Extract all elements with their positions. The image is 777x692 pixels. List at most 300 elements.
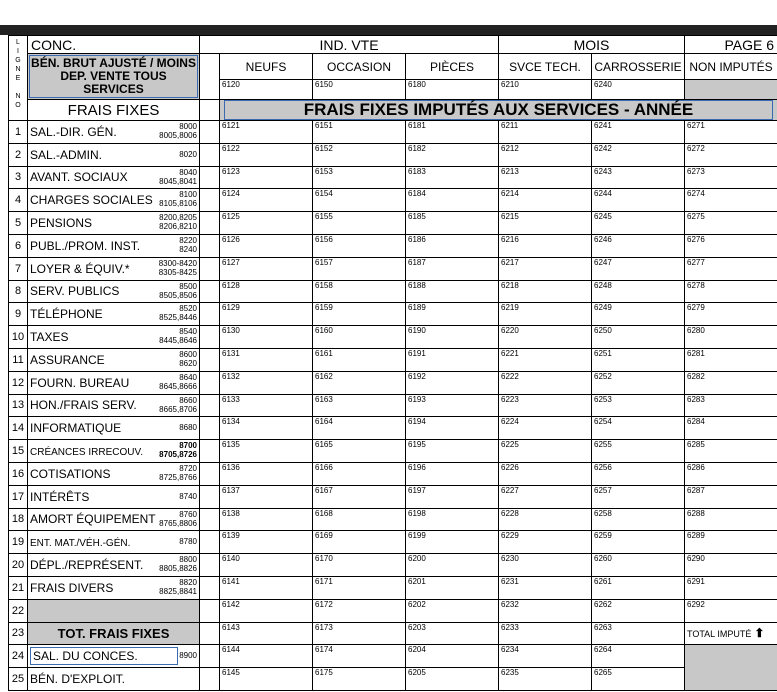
account-codes: 8220 8240	[179, 235, 197, 254]
spacer-cell	[200, 485, 220, 508]
account-codes: 8300-8420 8305-8425	[158, 258, 197, 277]
code-field[interactable]: 6161	[313, 348, 406, 371]
code-field[interactable]: 6163	[313, 394, 406, 417]
code-field[interactable]: 6129	[220, 303, 313, 326]
col-header-carrosserie: CARROSSERIE	[592, 54, 685, 80]
row-label	[28, 417, 200, 440]
code-field[interactable]: 6244	[592, 189, 685, 212]
row-label-text: PENSIONS	[30, 216, 93, 231]
code-field[interactable]: 6279	[685, 303, 777, 326]
code-field[interactable]: 6252	[592, 371, 685, 394]
row-number: 9	[9, 303, 28, 326]
row-label	[28, 143, 200, 166]
code-field[interactable]: 6224	[499, 417, 592, 440]
code-field[interactable]: 6174	[313, 645, 406, 668]
code-field[interactable]: 6203	[406, 622, 499, 645]
code-field[interactable]: 6139	[220, 531, 313, 554]
mois-label: MOIS	[499, 36, 685, 54]
row-label	[28, 668, 200, 691]
code-field[interactable]: 6191	[406, 348, 499, 371]
table-row	[9, 462, 777, 485]
code-field[interactable]: 6151	[313, 121, 406, 144]
code-field[interactable]: 6145	[220, 668, 313, 691]
spacer-cell	[200, 326, 220, 349]
ligne-no-letter: L	[16, 39, 20, 46]
code-field[interactable]: 6204	[406, 645, 499, 668]
spacer-cell	[200, 645, 220, 668]
code-field[interactable]: 6272	[685, 143, 777, 166]
code-field[interactable]: 6197	[406, 485, 499, 508]
code-field[interactable]: 6235	[499, 668, 592, 691]
row-label-text: CHARGES SOCIALES	[30, 193, 153, 208]
row-number: 18	[9, 508, 28, 531]
account-codes: 8660 8665,8706	[159, 395, 197, 414]
code-field[interactable]: 6132	[220, 371, 313, 394]
table-row	[9, 143, 777, 166]
code-field[interactable]: 6248	[592, 280, 685, 303]
code-field[interactable]: 6144	[220, 645, 313, 668]
code-field[interactable]: 6222	[499, 371, 592, 394]
account-codes: 8780	[179, 537, 197, 547]
spacer-cell	[200, 508, 220, 531]
code-field[interactable]: 6256	[592, 462, 685, 485]
account-codes: 8020	[179, 149, 197, 159]
code-field[interactable]: 6221	[499, 348, 592, 371]
table-row	[9, 417, 777, 440]
row-number: 12	[9, 371, 28, 394]
table-row	[9, 280, 777, 303]
row-number: 23	[9, 622, 28, 645]
code-field[interactable]: 6164	[313, 417, 406, 440]
code-field[interactable]: 6120	[220, 80, 313, 100]
code-field[interactable]: 6282	[685, 371, 777, 394]
code-field[interactable]: 6184	[406, 189, 499, 212]
col-header-svce-tech: SVCE TECH.	[499, 54, 592, 80]
row-number: 3	[9, 166, 28, 189]
table-row	[9, 599, 777, 622]
account-codes: 8700 8705,8726	[159, 441, 197, 460]
code-field[interactable]: 6152	[313, 143, 406, 166]
code-field[interactable]: 6126	[220, 234, 313, 257]
code-field[interactable]: 6264	[592, 645, 685, 668]
code-field[interactable]: 6223	[499, 394, 592, 417]
account-codes: 8720 8725,8766	[159, 463, 197, 482]
code-field[interactable]: 6150	[313, 80, 406, 100]
code-field[interactable]: 6281	[685, 348, 777, 371]
row-number: 25	[9, 668, 28, 691]
code-field[interactable]: 6274	[685, 189, 777, 212]
row-number: 11	[9, 348, 28, 371]
row-label	[28, 166, 200, 189]
code-field[interactable]: 6210	[499, 80, 592, 100]
code-field[interactable]: 6127	[220, 257, 313, 280]
code-field[interactable]: 6201	[406, 576, 499, 599]
code-field[interactable]: 6200	[406, 554, 499, 577]
code-field[interactable]: 6190	[406, 326, 499, 349]
row-label	[28, 485, 200, 508]
row-label-text: AVANT. SOCIAUX	[30, 170, 128, 185]
ligne-no-letter: N	[15, 66, 21, 73]
code-field[interactable]: 6194	[406, 417, 499, 440]
code-field[interactable]: 6251	[592, 348, 685, 371]
row-number: 22	[9, 599, 28, 622]
table-row	[9, 622, 777, 645]
code-field[interactable]: 6181	[406, 121, 499, 144]
code-field[interactable]: 6172	[313, 599, 406, 622]
code-field[interactable]: 6250	[592, 326, 685, 349]
row-label	[28, 234, 200, 257]
code-field[interactable]: 6263	[592, 622, 685, 645]
spacer-cell	[200, 576, 220, 599]
code-field[interactable]: 6133	[220, 394, 313, 417]
spacer-cell	[200, 440, 220, 463]
spacer-cell	[200, 348, 220, 371]
code-field[interactable]: 6232	[499, 599, 592, 622]
code-field[interactable]: 6271	[685, 121, 777, 144]
code-field[interactable]: 6180	[406, 80, 499, 100]
row-number: 6	[9, 234, 28, 257]
code-field[interactable]: 6124	[220, 189, 313, 212]
top-dark-bar	[0, 25, 777, 35]
row-number: 19	[9, 531, 28, 554]
code-field[interactable]: 6183	[406, 166, 499, 189]
code-field[interactable]: 6162	[313, 371, 406, 394]
code-field[interactable]: 6205	[406, 668, 499, 691]
frais-fixes-heading: FRAIS FIXES	[28, 100, 200, 121]
col-header-non-imputes: NON IMPUTÉS	[685, 54, 777, 80]
ligne-no-letter: N	[15, 93, 21, 100]
code-field[interactable]: 6175	[313, 668, 406, 691]
row-label	[28, 371, 200, 394]
code-field[interactable]: 6130	[220, 326, 313, 349]
code-field[interactable]: 6258	[592, 508, 685, 531]
row-label	[28, 303, 200, 326]
row-label-text: INFORMATIQUE	[30, 421, 122, 436]
code-field[interactable]: 6241	[592, 121, 685, 144]
code-field[interactable]: 6134	[220, 417, 313, 440]
code-field[interactable]: 6192	[406, 371, 499, 394]
code-field[interactable]: 6153	[313, 166, 406, 189]
code-field[interactable]: 6187	[406, 257, 499, 280]
code-field[interactable]: 6160	[313, 326, 406, 349]
spacer-cell	[200, 280, 220, 303]
code-field[interactable]: 6257	[592, 485, 685, 508]
code-field[interactable]: 6249	[592, 303, 685, 326]
row-label	[28, 554, 200, 577]
col-header-neufs: NEUFS	[220, 54, 313, 80]
code-field[interactable]: 6185	[406, 212, 499, 235]
row-number: 2	[9, 143, 28, 166]
row-label	[28, 645, 200, 668]
row-label-text: INTÉRÊTS	[30, 489, 90, 504]
spacer-cell	[200, 417, 220, 440]
row-number: 8	[9, 280, 28, 303]
code-field[interactable]: 6275	[685, 212, 777, 235]
code-field[interactable]: 6229	[499, 531, 592, 554]
spacer-cell	[200, 166, 220, 189]
code-field[interactable]: 6219	[499, 303, 592, 326]
account-codes: 8200,8205 8206,8210	[159, 213, 197, 232]
code-field[interactable]: 6277	[685, 257, 777, 280]
table-row	[9, 531, 777, 554]
code-field[interactable]: 6260	[592, 554, 685, 577]
code-field[interactable]: 6158	[313, 280, 406, 303]
code-field[interactable]: 6220	[499, 326, 592, 349]
table-row	[9, 371, 777, 394]
code-field[interactable]: 6156	[313, 234, 406, 257]
spacer-cell	[200, 371, 220, 394]
code-field[interactable]: 6259	[592, 531, 685, 554]
account-codes: 8760 8765,8806	[159, 509, 197, 528]
code-field[interactable]: 6280	[685, 326, 777, 349]
code-field[interactable]: 6137	[220, 485, 313, 508]
code-field[interactable]: 6276	[685, 234, 777, 257]
code-field[interactable]: 6157	[313, 257, 406, 280]
spacer-cell	[200, 554, 220, 577]
row-label-text: CRÉANCES IRRECOUV.	[30, 447, 143, 459]
code-field[interactable]: 6128	[220, 280, 313, 303]
code-field[interactable]: 6218	[499, 280, 592, 303]
code-field[interactable]: 6283	[685, 394, 777, 417]
code-field[interactable]: 6155	[313, 212, 406, 235]
row-number: 21	[9, 576, 28, 599]
row-number: 1	[9, 121, 28, 144]
disabled-cell	[685, 80, 777, 100]
table-row	[9, 212, 777, 235]
code-field[interactable]: 6154	[313, 189, 406, 212]
row-label	[28, 440, 200, 463]
code-field[interactable]: 6273	[685, 166, 777, 189]
total-frais-fixes-label: TOT. FRAIS FIXES	[28, 622, 200, 645]
code-field[interactable]: 6234	[499, 645, 592, 668]
code-field[interactable]: 6242	[592, 143, 685, 166]
account-codes: 8900	[179, 651, 197, 661]
account-codes: 8680	[179, 423, 197, 433]
row-number: 13	[9, 394, 28, 417]
row-label	[28, 394, 200, 417]
row-number: 5	[9, 212, 28, 235]
row-number: 15	[9, 440, 28, 463]
account-codes: 8100 8105,8106	[159, 190, 197, 209]
section-title	[220, 100, 777, 121]
code-field[interactable]: 6233	[499, 622, 592, 645]
code-field[interactable]: 6217	[499, 257, 592, 280]
code-field[interactable]: 6186	[406, 234, 499, 257]
code-field[interactable]: 6253	[592, 394, 685, 417]
row-label-text: SAL.-ADMIN.	[30, 147, 103, 162]
code-field[interactable]: 6142	[220, 599, 313, 622]
code-field[interactable]: 6226	[499, 462, 592, 485]
fixed-costs-table	[8, 35, 777, 691]
code-field[interactable]: 6216	[499, 234, 592, 257]
spacer-cell	[200, 394, 220, 417]
up-arrow-icon: ⬆	[754, 626, 765, 641]
code-field[interactable]: 6284	[685, 417, 777, 440]
code-field[interactable]: 6243	[592, 166, 685, 189]
account-codes: 8800 8805,8826	[159, 555, 197, 574]
account-codes: 8540 8445,8646	[159, 327, 197, 346]
row-label	[28, 531, 200, 554]
sal-conces-field[interactable]: SAL. DU CONCES.	[30, 647, 178, 665]
table-row	[9, 440, 777, 463]
row-label	[28, 257, 200, 280]
code-field[interactable]: 6225	[499, 440, 592, 463]
row-number: 4	[9, 189, 28, 212]
code-field[interactable]: 6171	[313, 576, 406, 599]
ligne-no-letter: I	[17, 48, 19, 55]
spacer-cell	[200, 257, 220, 280]
spacer-cell	[200, 462, 220, 485]
ind-vte-label: IND. VTE	[200, 36, 499, 54]
code-field[interactable]: 6289	[685, 531, 777, 554]
disabled-cell	[685, 645, 777, 691]
spacer-cell	[200, 54, 220, 100]
code-field[interactable]: 6199	[406, 531, 499, 554]
code-field[interactable]: 6167	[313, 485, 406, 508]
code-field[interactable]: 6291	[685, 576, 777, 599]
row-label-text: BÉN. D'EXPLOIT.	[30, 672, 125, 687]
table-row	[9, 394, 777, 417]
table-row	[9, 485, 777, 508]
row-label-text: FRAIS DIVERS	[30, 580, 114, 595]
table-row	[9, 166, 777, 189]
account-codes: 8040 8045,8041	[159, 167, 197, 186]
code-field[interactable]: 6182	[406, 143, 499, 166]
code-field[interactable]: 6228	[499, 508, 592, 531]
code-field[interactable]: 6262	[592, 599, 685, 622]
table-row	[9, 348, 777, 371]
code-field[interactable]: 6285	[685, 440, 777, 463]
spacer-cell	[200, 622, 220, 645]
code-field[interactable]: 6195	[406, 440, 499, 463]
account-codes: 8640 8645,8666	[159, 372, 197, 391]
ligne-no-letter: O	[15, 102, 21, 109]
row-label-text: ASSURANCE	[30, 352, 105, 367]
code-field[interactable]: 6213	[499, 166, 592, 189]
ligne-no-letter: E	[15, 75, 21, 82]
ligne-no-header	[9, 36, 28, 121]
table-row	[9, 257, 777, 280]
total-impute-label: TOTAL IMPUTÉ	[687, 629, 752, 640]
conc-label: CONC.	[28, 36, 200, 54]
row-number: 24	[9, 645, 28, 668]
row-label-text: LOYER & ÉQUIV.*	[30, 261, 130, 276]
code-field[interactable]: 6140	[220, 554, 313, 577]
table-row	[9, 576, 777, 599]
row-label-text: TÉLÉPHONE	[30, 307, 103, 322]
code-field[interactable]: 6125	[220, 212, 313, 235]
code-field[interactable]: 6202	[406, 599, 499, 622]
row-label	[28, 348, 200, 371]
code-field[interactable]: 6211	[499, 121, 592, 144]
col-header-pieces: PIÈCES	[406, 54, 499, 80]
code-field[interactable]: 6121	[220, 121, 313, 144]
code-field[interactable]: 6168	[313, 508, 406, 531]
table-row	[9, 303, 777, 326]
code-field[interactable]: 6286	[685, 462, 777, 485]
row-number: 20	[9, 554, 28, 577]
code-field[interactable]: 6254	[592, 417, 685, 440]
code-field[interactable]: 6245	[592, 212, 685, 235]
table-row	[9, 121, 777, 144]
code-field[interactable]: 6193	[406, 394, 499, 417]
code-field[interactable]: 6255	[592, 440, 685, 463]
code-field[interactable]: 6165	[313, 440, 406, 463]
code-field[interactable]: 6189	[406, 303, 499, 326]
code-field[interactable]: 6159	[313, 303, 406, 326]
code-field[interactable]: 6246	[592, 234, 685, 257]
code-field[interactable]: 6287	[685, 485, 777, 508]
code-field[interactable]: 6261	[592, 576, 685, 599]
code-field[interactable]: 6138	[220, 508, 313, 531]
code-field[interactable]: 6278	[685, 280, 777, 303]
code-field[interactable]: 6188	[406, 280, 499, 303]
code-field[interactable]: 6135	[220, 440, 313, 463]
code-field[interactable]: 6173	[313, 622, 406, 645]
code-field[interactable]: 6136	[220, 462, 313, 485]
code-field[interactable]: 6247	[592, 257, 685, 280]
code-field[interactable]: 6143	[220, 622, 313, 645]
code-field[interactable]: 6265	[592, 668, 685, 691]
account-codes: 8740	[179, 491, 197, 501]
ben-brut-box: BÉN. BRUT AJUSTÉ / MOINS DEP. VENTE TOUS SERVICES	[29, 55, 198, 98]
code-field[interactable]: 6212	[499, 143, 592, 166]
code-field[interactable]: 6290	[685, 554, 777, 577]
code-field[interactable]: 6214	[499, 189, 592, 212]
code-field[interactable]: 6122	[220, 143, 313, 166]
code-field[interactable]: 6196	[406, 462, 499, 485]
row-label-text: HON./FRAIS SERV.	[30, 398, 137, 413]
spacer-cell	[200, 668, 220, 691]
table-row	[9, 554, 777, 577]
code-field[interactable]: 6170	[313, 554, 406, 577]
code-field[interactable]: 6288	[685, 508, 777, 531]
row-number: 7	[9, 257, 28, 280]
code-field[interactable]: 6123	[220, 166, 313, 189]
table-row	[9, 645, 777, 668]
code-field[interactable]: 6169	[313, 531, 406, 554]
spacer-cell	[200, 234, 220, 257]
row-label	[28, 189, 200, 212]
section-title-box: FRAIS FIXES IMPUTÉS AUX SERVICES - ANNÉE	[224, 100, 773, 120]
account-codes: 8820 8825,8841	[159, 577, 197, 596]
row-label-text: TAXES	[30, 330, 69, 345]
table-row	[9, 508, 777, 531]
page-number: PAGE 6	[685, 36, 777, 54]
code-field[interactable]: 6231	[499, 576, 592, 599]
account-codes: 8500 8505,8506	[159, 281, 197, 300]
code-field[interactable]: 6227	[499, 485, 592, 508]
ligne-no-letter: G	[15, 57, 21, 64]
spacer-cell	[200, 599, 220, 622]
row-label	[28, 280, 200, 303]
code-field[interactable]: 6215	[499, 212, 592, 235]
code-field[interactable]: 6230	[499, 554, 592, 577]
code-field[interactable]: 6240	[592, 80, 685, 100]
spacer-cell	[200, 189, 220, 212]
code-field[interactable]: 6198	[406, 508, 499, 531]
row-label-text: PUBL./PROM. INST.	[30, 238, 141, 253]
code-field[interactable]: 6141	[220, 576, 313, 599]
code-field[interactable]: 6166	[313, 462, 406, 485]
row-number: 10	[9, 326, 28, 349]
row-label-text: FOURN. BUREAU	[30, 375, 130, 390]
spacer-cell	[200, 100, 220, 121]
row-label	[28, 576, 200, 599]
col-header-occasion: OCCASION	[313, 54, 406, 80]
code-field[interactable]: 6131	[220, 348, 313, 371]
code-field[interactable]: 6292	[685, 599, 777, 622]
